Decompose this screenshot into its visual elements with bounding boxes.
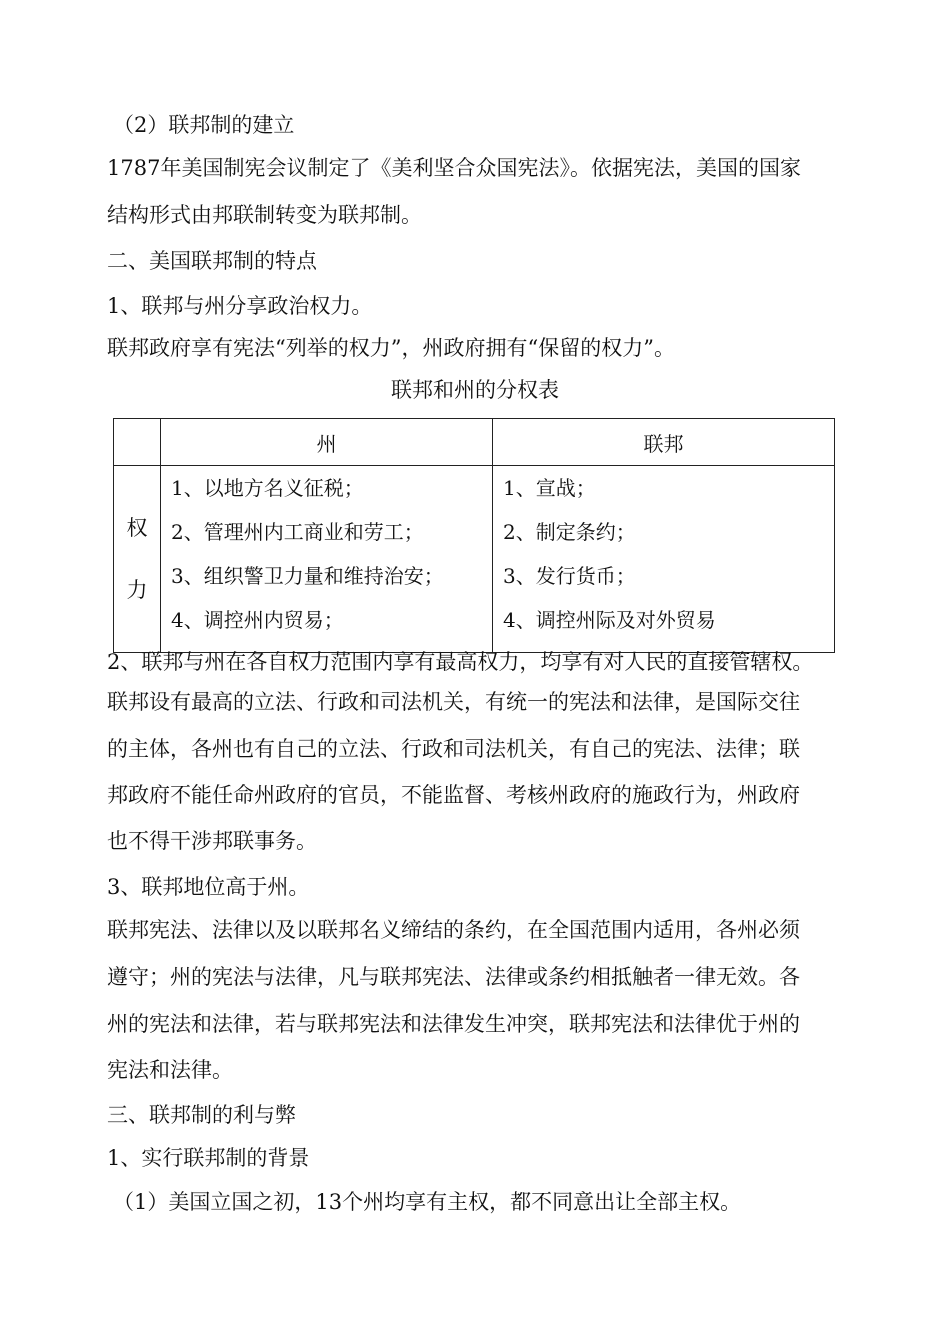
point-heading: 2、联邦与州在各自权力范围内享有最高权力，均享有对人民的直接管辖权。: [107, 650, 814, 674]
row-label-char: 权: [126, 516, 148, 540]
power-division-table: [113, 418, 835, 653]
section-heading: 二、美国联邦制的特点: [107, 249, 317, 273]
federal-power-item: 2、制定条约；: [503, 520, 636, 544]
federal-power-item: 3、发行货币；: [503, 564, 636, 588]
state-power-item: 1、以地方名义征税；: [171, 476, 364, 500]
paragraph-line: 联邦宪法、法律以及以联邦名义缔结的条约，在全国范围内适用，各州必须: [107, 918, 800, 942]
table-caption: 联邦和州的分权表: [391, 378, 559, 402]
federal-power-item: 4、调控州际及对外贸易: [503, 608, 716, 632]
federal-powers-cell: [493, 466, 835, 653]
paragraph-line: 联邦设有最高的立法、行政和司法机关，有统一的宪法和法律，是国际交往: [107, 690, 800, 714]
section-heading: 三、联邦制的利与弊: [107, 1103, 296, 1127]
state-power-item: 3、组织警卫力量和维持治安；: [171, 564, 444, 588]
table-row: [114, 466, 835, 653]
header-state: 州: [161, 419, 493, 466]
paragraph-line: 遵守；州的宪法与法律，凡与联邦宪法、法律或条约相抵触者一律无效。各: [107, 965, 800, 989]
row-label-power: [114, 466, 161, 653]
paragraph-line: 联邦政府享有宪法“列举的权力”，州政府拥有“保留的权力”。: [107, 336, 675, 360]
point-heading: 1、实行联邦制的背景: [107, 1146, 310, 1170]
point-heading: 3、联邦地位高于州。: [107, 875, 310, 899]
row-label-char: 力: [126, 578, 148, 602]
state-power-item: 2、管理州内工商业和劳工；: [171, 520, 424, 544]
paragraph-line: 1787年美国制宪会议制定了《美利坚合众国宪法》。依据宪法，美国的国家: [107, 156, 801, 180]
state-powers-cell: [161, 466, 493, 653]
federal-power-item: 1、宣战；: [503, 476, 596, 500]
point-heading: 1、联邦与州分享政治权力。: [107, 294, 373, 318]
table-corner-cell: [114, 419, 161, 466]
paragraph-line: 邦政府不能任命州政府的官员，不能监督、考核州政府的施政行为，州政府: [107, 783, 800, 807]
subsection-heading: （2）联邦制的建立: [113, 113, 295, 137]
paragraph-line: 也不得干涉邦联事务。: [107, 829, 317, 853]
paragraph-line: 的主体，各州也有自己的立法、行政和司法机关，有自己的宪法、法律；联: [107, 737, 800, 761]
subpoint-line: （1）美国立国之初，13个州均享有主权，都不同意出让全部主权。: [113, 1190, 742, 1214]
paragraph-line: 结构形式由邦联制转变为联邦制。: [107, 203, 422, 227]
table-header-row: [114, 419, 835, 466]
header-federal: 联邦: [493, 419, 835, 466]
paragraph-line: 宪法和法律。: [107, 1058, 233, 1082]
paragraph-line: 州的宪法和法律，若与联邦宪法和法律发生冲突，联邦宪法和法律优于州的: [107, 1012, 800, 1036]
state-power-item: 4、调控州内贸易；: [171, 608, 344, 632]
